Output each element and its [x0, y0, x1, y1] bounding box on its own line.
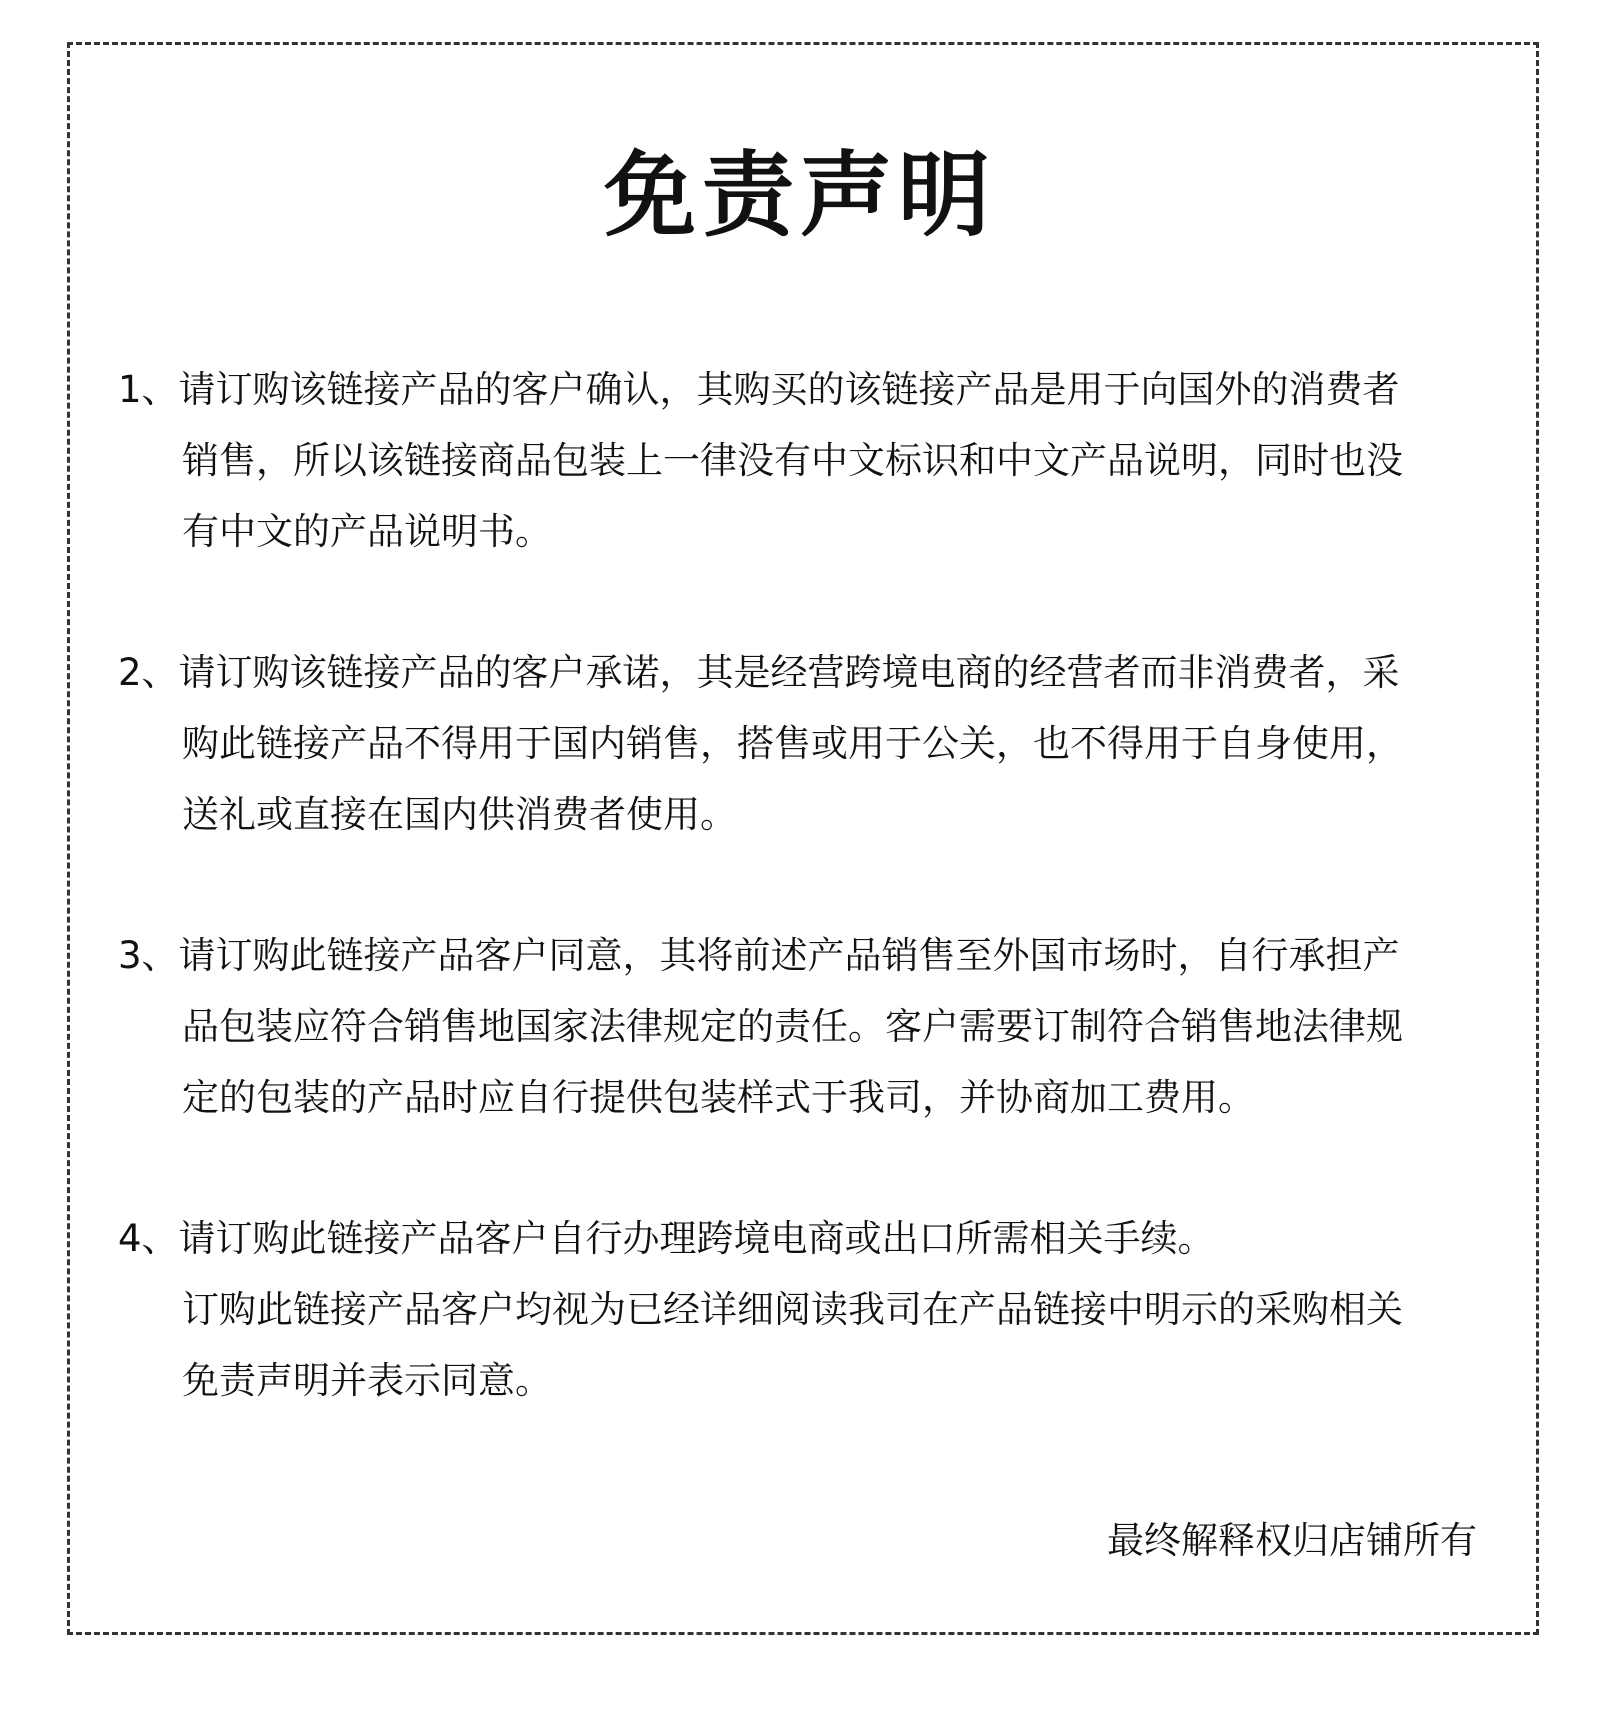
clause-1-line-3: 有中文的产品说明书。: [182, 510, 552, 553]
clause-4-line-2: 订购此链接产品客户均视为已经详细阅读我司在产品链接中明示的采购相关: [182, 1288, 1403, 1331]
page-title: 免责声明: [603, 142, 996, 249]
clause-2-line-3: 送礼或直接在国内供消费者使用。: [182, 793, 737, 836]
clause-3-line-2: 品包装应符合销售地国家法律规定的责任。客户需要订制符合销售地法律规: [182, 1005, 1403, 1048]
clause-2-line-1: 2、请订购该链接产品的客户承诺，其是经营跨境电商的经营者而非消费者，采: [118, 651, 1400, 694]
clause-1-line-1: 1、请订购该链接产品的客户确认，其购买的该链接产品是用于向国外的消费者: [118, 368, 1400, 411]
footer-note: 最终解释权归店铺所有: [1107, 1519, 1477, 1562]
clause-1-line-2: 销售，所以该链接商品包装上一律没有中文标识和中文产品说明，同时也没: [182, 439, 1403, 482]
clause-4-line-1: 4、请订购此链接产品客户自行办理跨境电商或出口所需相关手续。: [118, 1217, 1215, 1260]
clause-1: [118, 354, 1498, 567]
clause-3-line-1: 3、请订购此链接产品客户同意，其将前述产品销售至外国市场时，自行承担产: [118, 934, 1400, 977]
clause-2: [118, 637, 1498, 850]
clause-4: [118, 1203, 1498, 1416]
clause-2-line-2: 购此链接产品不得用于国内销售，搭售或用于公关，也不得用于自身使用，: [182, 722, 1403, 765]
clause-3: [118, 920, 1498, 1133]
clause-4-line-3: 免责声明并表示同意。: [182, 1359, 552, 1402]
clause-3-line-3: 定的包装的产品时应自行提供包装样式于我司，并协商加工费用。: [182, 1076, 1255, 1119]
